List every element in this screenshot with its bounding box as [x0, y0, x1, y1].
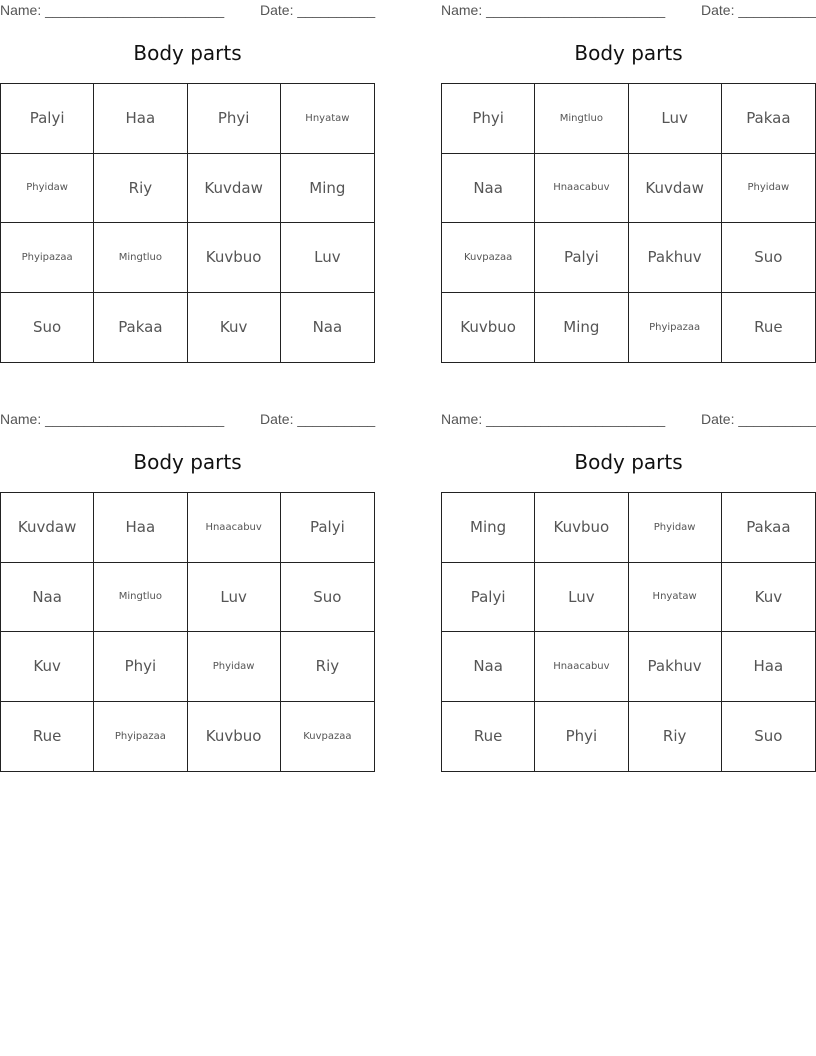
bingo-card-4	[441, 409, 816, 774]
bingo-cell: Kuvpazaa	[442, 223, 535, 293]
bingo-cell: Kuvdaw	[1, 493, 94, 563]
bingo-cell: Haa	[94, 84, 187, 154]
bingo-cell: Rue	[754, 318, 783, 337]
bingo-cell: Luv	[535, 563, 628, 633]
bingo-cell: Phyi	[442, 84, 535, 154]
name-field-label: Name: _______________________	[441, 411, 666, 427]
bingo-cell: Mingtluo	[94, 223, 187, 293]
date-field-label: Date: __________	[260, 2, 376, 18]
bingo-cell: Kuvbuo	[442, 293, 535, 363]
bingo-cell: Phyidaw	[722, 154, 815, 224]
bingo-grid	[441, 492, 816, 772]
name-field-label: Name: _______________________	[441, 2, 666, 18]
bingo-cell: Phyi	[188, 84, 281, 154]
bingo-cell: Kuv	[1, 632, 94, 702]
bingo-cell: Phyipazaa	[629, 293, 722, 363]
name-field-label: Name: _______________________	[0, 411, 225, 427]
card-title: Body parts	[133, 41, 242, 65]
bingo-cell: Riy	[281, 632, 374, 702]
bingo-cell: Phyidaw	[1, 154, 94, 224]
bingo-cell: Luv	[629, 84, 722, 154]
bingo-cell: Pakaa	[94, 293, 187, 363]
card-title: Body parts	[574, 450, 683, 474]
bingo-cell: Naa	[312, 318, 343, 337]
bingo-cell: Kuvdaw	[188, 154, 281, 224]
bingo-cell: Hnyataw	[629, 563, 722, 633]
bingo-cell: Pakaa	[722, 493, 815, 563]
bingo-cell: Suo	[722, 223, 815, 293]
card-title: Body parts	[133, 450, 242, 474]
bingo-cell: Suo	[754, 727, 783, 746]
bingo-cell: Kuvbuo	[188, 223, 281, 293]
bingo-cell: Kuv	[188, 293, 281, 363]
card-header	[0, 2, 375, 20]
bingo-cell: Palyi	[442, 563, 535, 633]
bingo-card-2	[441, 0, 816, 365]
bingo-cell: Ming	[442, 493, 535, 563]
bingo-cell: Phyi	[94, 632, 187, 702]
bingo-cell: Pakhuv	[629, 223, 722, 293]
bingo-cell: Phyidaw	[188, 632, 281, 702]
bingo-cell: Riy	[94, 154, 187, 224]
bingo-cell: Naa	[442, 632, 535, 702]
bingo-cell: Ming	[535, 293, 628, 363]
bingo-cell: Mingtluo	[94, 563, 187, 633]
bingo-cell: Palyi	[535, 223, 628, 293]
bingo-card-1	[0, 0, 375, 365]
bingo-cell: Naa	[1, 563, 94, 633]
bingo-cell: Kuvdaw	[629, 154, 722, 224]
bingo-cell: Kuvbuo	[188, 702, 281, 772]
card-header	[441, 2, 816, 20]
bingo-cell: Palyi	[281, 493, 374, 563]
bingo-cell: Kuvbuo	[535, 493, 628, 563]
bingo-cell: Phyidaw	[629, 493, 722, 563]
date-field-label: Date: __________	[701, 2, 816, 18]
bingo-cell: Phyipazaa	[1, 223, 94, 293]
bingo-cell: Rue	[1, 702, 94, 772]
bingo-grid	[441, 83, 816, 363]
bingo-cell: Phyi	[535, 702, 628, 772]
bingo-cell: Suo	[1, 293, 94, 363]
card-header	[441, 411, 816, 429]
bingo-cell: Phyipazaa	[94, 702, 187, 772]
bingo-cell: Hnaacabuv	[535, 632, 628, 702]
bingo-cell: Suo	[281, 563, 374, 633]
bingo-cell: Luv	[188, 563, 281, 633]
bingo-grid	[0, 83, 375, 363]
bingo-cell: Kuv	[722, 563, 815, 633]
bingo-cell: Palyi	[1, 84, 94, 154]
bingo-cell: Hnaacabuv	[188, 493, 281, 563]
date-field-label: Date: __________	[260, 411, 376, 427]
card-header	[0, 411, 375, 429]
bingo-cell: Pakaa	[722, 84, 815, 154]
bingo-cell: Kuvpazaa	[303, 730, 352, 742]
name-field-label: Name: _______________________	[0, 2, 225, 18]
bingo-cell: Hnyataw	[281, 84, 374, 154]
bingo-cell: Haa	[722, 632, 815, 702]
bingo-cell: Haa	[94, 493, 187, 563]
bingo-cell: Luv	[281, 223, 374, 293]
bingo-cell: Rue	[442, 702, 535, 772]
bingo-grid	[0, 492, 375, 772]
bingo-cell: Mingtluo	[535, 84, 628, 154]
bingo-cell: Riy	[629, 702, 722, 772]
bingo-cell: Ming	[281, 154, 374, 224]
bingo-cell: Hnaacabuv	[535, 154, 628, 224]
card-title: Body parts	[574, 41, 683, 65]
bingo-cell: Naa	[442, 154, 535, 224]
date-field-label: Date: __________	[701, 411, 816, 427]
bingo-cell: Pakhuv	[629, 632, 722, 702]
bingo-card-3	[0, 409, 375, 774]
